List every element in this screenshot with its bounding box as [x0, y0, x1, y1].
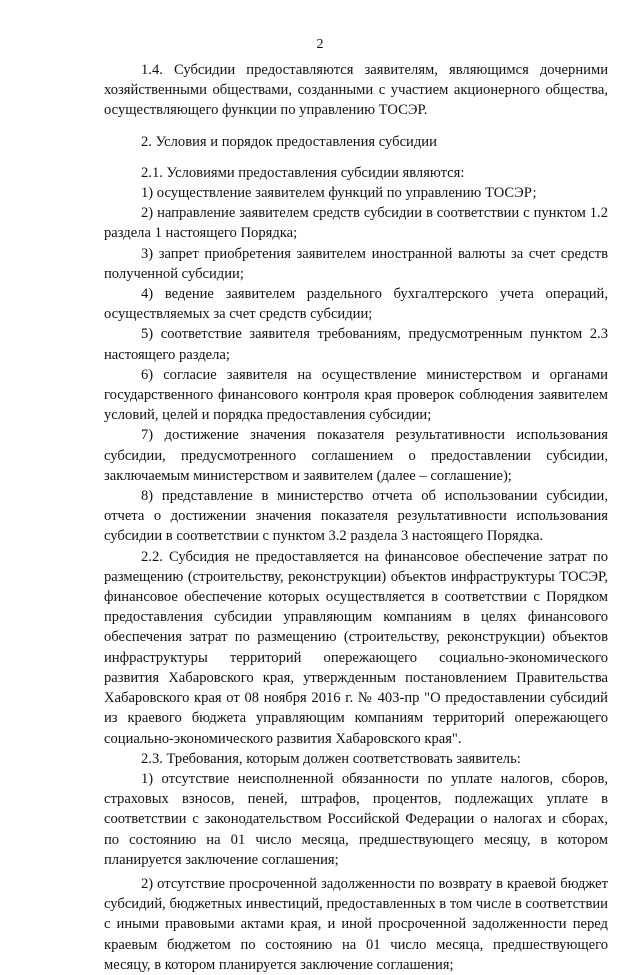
paragraph-2-1: 2.1. Условиями предоставления субсидии являются: [141, 164, 465, 181]
list-item-2-1-1: 1) осуществление заявителем функций по управлению ТОСЭР; [141, 185, 537, 202]
page-number: 2 [316, 37, 324, 52]
list-item-2-1-8: 8) представление в министерство отчета об использовании субсидии, отчета о достижении значения показателя результативности использования субсидии в соответствии с пунктом 3.2 раздела 3 настоящего Порядка. [104, 488, 608, 545]
document-body [104, 60, 608, 975]
paragraph-1-4: 1.4. Субсидии предоставляются заявителям, являющимся дочерними хозяйственными обществами, созданными с участием акционерного общества, осуществляющего функции по управлению ТОСЭР. [104, 62, 608, 119]
paragraph-2-2: 2.2. Субсидия не предоставляется на финансовое обеспечение затрат по размещению (строительству, реконструкции) объектов инфраструктуры ТОСЭР, финансовое обеспечение которых осуществляется в соответствии с Порядком предоставления субсидии управляющим компаниям в целях финансового обеспечения затрат по размещению (строительству, реконструкции) объектов инфраструктуры территорий опережающего социально-экономического развития Хабаровского края, утвержденным постановлением Правительства Хабаровского края от 08 ноября 2016 г. № 403-пр "О предоставлении субсидий из краевого бюджета управляющим компаниям территорий опережающего социально-экономического развития Хабаровского края". [104, 548, 608, 747]
list-item-2-1-2: 2) направление заявителем средств субсидии в соответствии с пунктом 1.2 раздела 1 настоящего Порядка; [104, 205, 608, 242]
list-item-2-1-6: 6) согласие заявителя на осуществление министерством и органами государственного финансового контроля края проверок соблюдения заявителем условий, целей и порядка предоставления субсидии; [104, 366, 608, 424]
list-item-2-1-5: 5) соответствие заявителя требованиям, предусмотренным пунктом 2.3 настоящего раздела; [104, 326, 608, 363]
section-heading-2: 2. Условия и порядок предоставления субсидии [141, 133, 437, 150]
list-item-2-3-1: 1) отсутствие неисполненной обязанности по уплате налогов, сборов, страховых взносов, пеней, штрафов, процентов, подлежащих уплате в соответствии с законодательством Российской Федерации о налогах и сборах, по состоянию на 01 число месяца, предшествующего месяцу, в котором планируется заключение соглашения; [104, 770, 608, 868]
list-item-2-1-7: 7) достижение значения показателя результативности использования субсидии, предусмотренного соглашением о предоставлении субсидии, заключаемым министерством и заявителем (далее – соглашение); [104, 427, 608, 484]
paragraph-2-3: 2.3. Требования, которым должен соответствовать заявитель: [141, 750, 521, 767]
list-item-2-3-2: 2) отсутствие просроченной задолженности по возврату в краевой бюджет субсидий, бюджетных инвестиций, предоставленных в том числе в соответствии с иными правовыми актами края, и иной просроченной задолженности перед краевым бюджетом по состоянию на 01 число месяца, предшествующего месяцу, в котором планируется заключение соглашения; [104, 875, 608, 973]
list-item-2-1-3: 3) запрет приобретения заявителем иностранной валюты за счет средств полученной субсидии; [104, 245, 608, 282]
list-item-2-1-4: 4) ведение заявителем раздельного бухгалтерского учета операций, осуществляемых за счет средств субсидии; [104, 286, 608, 323]
